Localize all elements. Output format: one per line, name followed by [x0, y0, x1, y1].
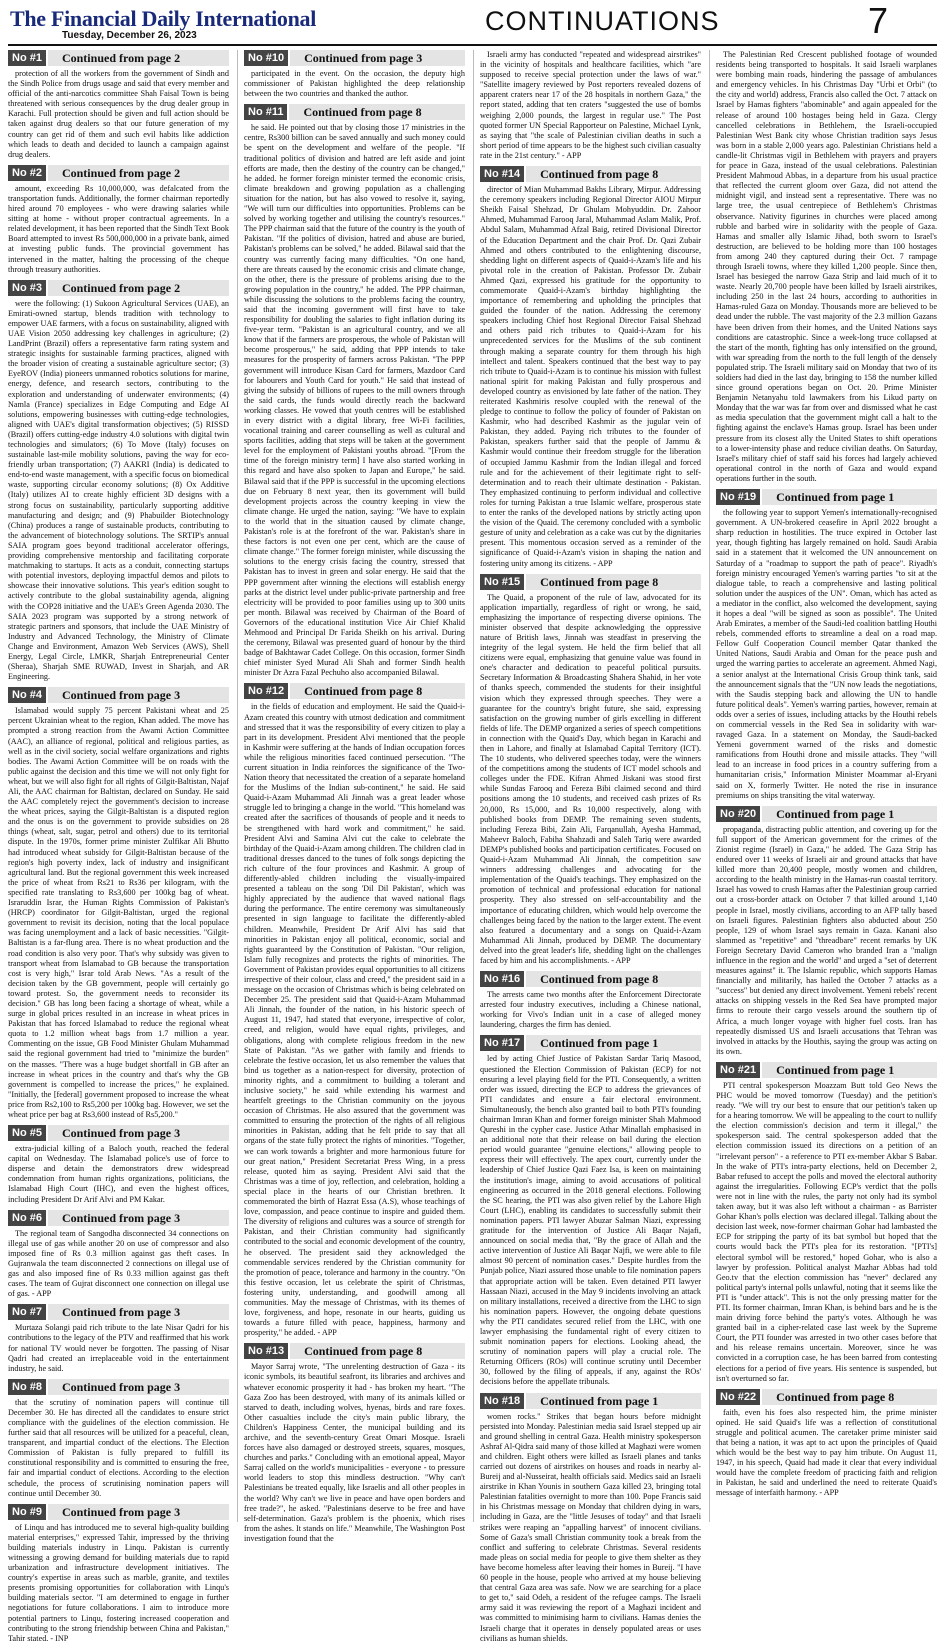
story-body — [480, 50, 701, 161]
continued-story — [244, 50, 465, 99]
story-header — [8, 1210, 229, 1226]
column-2 — [237, 50, 465, 1543]
story-header — [244, 104, 465, 120]
story-body — [716, 50, 937, 484]
story-number-badge: No #6 — [8, 1210, 46, 1226]
story-header — [480, 1393, 701, 1409]
continued-from-label: Continued from page 8 — [526, 166, 701, 182]
continued-from-label: Continued from page 8 — [289, 104, 465, 120]
continued-from-label: Continued from page 1 — [762, 1062, 937, 1078]
continued-story — [480, 50, 701, 161]
story-header — [8, 50, 229, 66]
continued-from-label: Continued from page 1 — [762, 806, 937, 822]
story-text: propaganda, distracting public attention, and covering up for the full support of the American government for the crimes of the Zionist regime (Israel) in Gaza," he added. The Gaza Strip has endured over 11 weeks of Israeli air and ground attacks that have killed more than 20,400 people, mostly women and children, according to the health ministry in the Hamas-run coastal territory. Israel has vowed to crush Hamas after the Palestinian group carried out a cross-border attack on October 7 that killed around 1,140 people in Israel, mostly civilians, according to an AFP tally based on Israeli figures. Palestinian fighters also abducted about 250 people, 129 of whom Israel says remain in Gaza. Kanani also slammed as "repetitive" and "threadbare" recent remarks by UK Foreign Secretary David Cameron who branded Iran a "malign influence in the region and the world" and urged a "set of deterrent measures against" it. The Islamic republic, which supports Hamas financially and militarily, has hailed the October 7 attacks as a "success" but denied any direct involvement. Yemeni rebels' recent attacks on shipping vessels in the Red Sea have prompted major firms to reroute their cargo vessels around the southern tip of Africa, a much longer voyage with higher fuel costs. Iran has repeatedly dismissed US and Israeli accusations that Tehran was involved in attacks by the Houthis, saying the group was acting on its own. — [716, 824, 937, 1056]
story-text: were the following: (1) Sukoon Agricultural Services (UAE), an Emirati-owned startup, blends tradition with technology to empower UAE farmers, with a focus on sustainability, aligned with UAE Vision 2050 addressing key challenges in agriculture; (2) LandPrint (Brazil) offers a representative farm rating system and strategic insights for sustainable farming practices, aligned with the broader vision of creating a sustainable agriculture sector; (3) EyeROV (India) pioneers unmanned robotics solutions for marine, energy, defence, and research sectors, contributing to the exploration and understanding of underwater environments; (4) Namla (France) specializes in Edge Computing and Edge AI solutions, empowering businesses with cutting-edge technologies, aligned with UAE's digital transformation objectives; (5) RISSD (Brazil) offers cutting-edge industry 4.0 solutions with digital twin technologies and simulators; (6) To Move (Italy) focuses on sustainable last-mile mobility solutions, paving the way for eco-friendly urban transportation; (7) AAKRI (India) is dedicated to end-to-end waste management, with a specific focus on biomedical waste, supporting circular economy solutions; (8) Ox Additive (Italy) utilizes AI to create highly efficient 3D designs with a strong focus on sustainability, particularly supporting additive manufacturing and design; and (9) Phabuilder Biotechnology (China) produces a range of sustainable products, contributing to the advancement of biotechnology solutions. The SRTIP's annual SAIA program goes beyond traditional accelerator offerings, providing comprehensive mentorship and facilitating corporate matchmaking to startups. It acts as a conduit, connecting startups with potential investors, deploying impactful demos and pilots to showcase their innovative solutions. This year's edition sought to actively contribute to the global sustainability agenda, aligning with the COP28 initiative and the UAE's Green Agenda 2030. The SAIA 2023 program was supported by a strong network of strategic partners and sponsors, that include the UAE Ministry of Industry and Advanced Technology, the Ministry of Climate Change and Environment, Amazon Web Services (AWS), Shell Energy, Legal Circle, LMKR, Sharjah Entrepreneurial Center (Sheraa), Sharjah SME RUWAD, Invest in Sharjah, and AR Engineering. — [8, 298, 229, 682]
story-body — [8, 1323, 229, 1373]
story-text: amount, exceeding Rs 10,000,000, was defalcated from the transportation funds. Additionally, the former chairman reportedly hired around 70 employees - who were drawing salaries while sitting at home - without proper contractual agreements. In a related development, it has been reported that the Sindh Text Book Board attempted to invest Rs 500,000,000 in a private bank, aimed at investing public funds. The provincial government has intervened in the matter, halting the processing of the cheque through treasury authorities. — [8, 183, 229, 274]
continued-story — [716, 489, 937, 801]
continued-from-label: Continued from page 1 — [526, 1035, 701, 1051]
story-text: Israeli army has conducted "repeated and widespread airstrikes" in the vicinity of hospitals and healthcare facilities, which "are supposed to receive special protection under the laws of war." "Satellite imagery reviewed by Post reporters revealed dozens of apparent craters near 17 of the 28 hospitals in northern Gaza," the report stated, adding that ten craters "suggested the use of bombs weighing 2,000 pounds, the largest in regular use." The Post quoted former UN Special Rapporteur on Palestine, Michael Lynk, as saying that "the scale of Palestinian civilian deaths in such a short period of time appears to be the highest such civilian casualty rate in the 21st century." - APP — [480, 50, 701, 160]
continued-story — [480, 1035, 701, 1387]
story-body — [716, 825, 937, 1057]
story-header — [244, 50, 465, 66]
story-text: Islamabad would supply 75 percent Pakistani wheat and 25 percent Ukrainian wheat to the region, Khan added. The move has prompted a strong reaction from the Awami Action Committee (AAC), an alliance of regional, political and religious parties, as well as in the civil society, social welfare organizations and rights bodies. The Awami Action Committee will be on roads with the public against the decision and this time we will not only fight for wheat, but we will also fight for all rights of Gilgit-Baltistan, Najaf Ali, the AAC chairman for Baltistan, declared on Sunday. He said the AAC completely reject the government's decision to increase the wheat prices, saying the Gilgit-Baltistan is a disputed region and the onus is on the government to provide subsidies on 28 things (wheat, salt, sugar, petrol and others) due to its territorial dispute. In the 1970s, former prime minister Zulfikar Ali Bhutto had introduced wheat subsidy for Gilgit-Baltistan because of the region's high poverty index, lack of industry and insignificant agricultural land. But the regional government this week increased the price of wheat from Rs21 to Rs36 per kilogram, with the specified rate translating to Rs3,600 per 100kg bag of wheat. Israruddin Israr, the Human Rights Commission of Pakistan's (HRCP) coordinator for Gilgit-Baltistan, urged the regional government to revisit its decision, noting that the local populace was facing unemployment and a lack of basic necessities. "Gilgit-Baltistan is a far-flung area. There is no wheat production and the road condition is also very poor. That's why subsidy was given to transport wheat from Islamabad to GB because the transportation cost is very high," Israr told Arab News. "As a result of the decision taken by the GB government, people will certainly go toward protest. So, the government needs to reconsider its decision." GB has long been facing a shortage of wheat, while a surge in global prices resulted in an increase in wheat prices in Pakistan that has forced Islamabad to reduce the regional wheat quota to 1.2 million wheat bags from 1.7 million a year. Commenting on the issue, GB Food Minister Ghulam Muhammad said the regional government had tried to "minimize the burden" on the masses. "There was a huge budget shortfall in GB after an increase in wheat prices in the country and that's why the GB government is compelled to increase the prices," he explained. "Initially, the [federal] government proposed to increase the wheat price from Rs2,100 to Rs5,200 per 100kg bag. However, we set the wheat price per bag at Rs3,600 instead of Rs5,200." — [8, 706, 229, 1119]
story-text: led by acting Chief Justice of Pakistan Sardar Tariq Masood, questioned the Election Commission of Pakistan (ECP) for not ensuring a level playing field for the PTI. Consequently, a written order was issued, directing the ECP to address the grievances of PTI candidates and ensure a fair electoral environment. Simultaneously, the bench also granted bail to both PTI's founding chairman Imran Khan and former foreign minister Shah Mahmood Qureshi in the cypher case. Justice Athar Minallah emphasised in an additional note that their release on bail during the election period would guarantee "genuine elections," allowing people to express their will effectively. The apex court, currently under the leadership of Chief Justice Qazi Faez Isa, is keen on maintaining the institution's image, aiming to avoid accusations of political engineering as occurred in the 2018 general elections. Following the SC hearing, the PTI was also given relief by the Lahore High Court (LHC), enabling its candidates to successfully submit their nomination papers. PTI lawyer Abuzar Salman Niazi, expressing gratitude for the intervention of Justice Ali Baqar Najafi, announced on social media that, "By the grace of Allah and the active intervention of Justice Ali Baqar Najfi, we were able to file almost 90 percent of nomination cases." Despite hurdles from the Punjab police, Niazi assured those unable to file nomination papers that appropriate action will be taken. Even detained PTI lawyer Hassaan Niazi, accused in the May 9 incidents involving an attack on military installations, received a directive from the LHC to sign his nomination papers. However, the ongoing debate questions why the PTI candidates secured relief from the LHC, with one lawyer emphasising the fundamental right of every citizen to submit nomination papers for elections. Looking ahead, the scrutiny of nomination papers will play a crucial role. The Returning Officers (ROs) will continue scrutiny until December 30, followed by the filing of appeals, if any, against the ROs' decisions before the appellate tribunals. — [480, 1054, 701, 1387]
story-number-badge: No #18 — [480, 1393, 524, 1409]
story-header — [244, 683, 465, 699]
continued-from-label: Continued from page 3 — [48, 1379, 229, 1395]
story-text: extra-judicial killing of a Baloch youth, reached the federal capital on Wednesday. The Islamabad police's use of force to disperse and detain the demonstrators drew widespread condemnation from human rights organizations, politicians, the Islamabad High Court (IHC), and even the highest offices, including President Dr Arif Alvi and PM Kakar. — [8, 1144, 229, 1204]
story-body — [244, 1362, 465, 1544]
story-body — [8, 1523, 229, 1644]
continued-from-label: Continued from page 3 — [48, 1125, 229, 1141]
story-body — [8, 299, 229, 683]
story-text: director of Mian Muhammad Bakhs Library, Mirpur. Addressing the ceremony speakers including Regional Director AIOU Mirpur Sheikh Faisal Shehzad, Dr Ghulam Mohyuddin. Dr. Zahoor Ahmed, Muhammad Farooq Jaral, Muhammad Aslam Malik, Prof. Abdul Salam, Muhammad Afzal Baig, retired Divisional Director of the Education Department and the chair Prof. Dr. Qazi Zubair Ahmed and others contributed to the enlightening discourse, shedding light on different aspects of Quaid-i-Azam's life and his pivotal role in the creation of Pakistan. Professor Dr. Zubair Ahmed Qazi, expressed his gratitude for the opportunity to commemorate Quaid-i-Azam's birthday highlighting the importance of remembering and upholding the principles that guided the founder of the nation. Addressing the ceremony speakers including Chief host Regional Director Faisal Shehzad and others paid rich tributes to Quaid-i-Azam for his unprecedented services for the Muslims of the sub continent through making a separate country for them through his high intellect and talent. Speakers continued that the best way to pay rich tribute to Quaid-i-Azam is to continue his mission with fullest national spirit for making Pakistan and fully prosperous and developed country as envisioned by late father of the nation. They reiterated Kashmiris resolve coupled with the renewal of the pledge to continue to follow the policy of founder of Pakistan on Kashmir, who had described Kashmir as the jugular vein of Pakistan, they added. Paying rich tributes to the founder of Pakistan, speakers further said that the people of Jammu & Kashmir would continue their freedom struggle for the liberation of occupied Jammu Kashmir from the Indian illegal and forced rule and for the achievement of their legitimate right to self-determination and to reach their ultimate destination - Pakistan. They emphasized continuing to perform individual and collective roles for turning Pakistan a true Islamic welfare, prosperous state to enter the ranks of the developed nations by strictly acting upon the vision of the Quaid. The ceremony concluded with a symbolic gesture of unity and celebration as a cake was cut by the dignitaries present. This momentous occasion served as a reminder of the significance of Quaid-i-Azam's vision in shaping the nation and fostering unity among its citizens. - APP — [480, 185, 701, 568]
continued-story — [244, 683, 465, 1338]
story-text: women rocks." Strikes that began hours before midnight persisted into Monday. Palestinian media said Israel stepped up air and ground shelling in central Gaza. Health ministry spokesperson Ashraf Al-Qidra said many of those killed at Maghazi were women and children. Eight others were killed as Israeli planes and tanks carried out dozens of airstrikes on houses and roads in nearby al-Bureij and al-Nusseirat, health officials said. Medics said an Israeli airstrike in Khan Younis in southern Gaza killed 23, bringing total Palestinian fatalities overnight to more than 100. Pope Francis said in his Christmas message on Monday that children dying in wars, including in Gaza, are the "little Jesuses of today" and that Israeli strikes were reaping an "appalling harvest" of innocent civilians. Some of Gaza's small Christian community took a break from the conflict and suffering to celebrate Christmas. Several residents made pleas on social media for people to give them shelter as they have become homeless after leaving their homes in Bureij. "I have 60 people in the house, people who arrived at my house believing that central Gaza area was safe. Now we are searching for a place to get to," said Odeh, a resident of the refugee camps. The Israeli army said it was reviewing the report of a Maghazi incident and was committed to minimising harm to civilians. Hamas denies the Israeli charge that it operates in densely populated areas or uses civilians as human shields. — [480, 1411, 701, 1643]
continued-story — [8, 1504, 229, 1644]
story-number-badge: No #16 — [480, 971, 524, 987]
continued-from-label: Continued from page 8 — [290, 1343, 465, 1359]
story-body — [8, 1229, 229, 1300]
story-header — [480, 971, 701, 987]
continued-from-label: Continued from page 2 — [48, 280, 229, 296]
story-text: in the fields of education and employment. He said the Quaid-i-Azam created this country with utmost dedication and commitment and stressed that it was the responsibility of every citizen to play a part in its development. President Alvi mentioned that the people in Kashmir were suffering at the hands of Indian occupation forces while the religious minorities faced continued persecution. "The current situation in India reinforces the significance of the Two-Nation theory that necessitated the creation of a separate homeland for the Muslims of the Indian sub-continent," he said. He said Quaid-i-Azam Muhammad Ali Jinnah was a great leader whose struggle led to bringing a change in the world. "This homeland was created after the sacrifices of thousands of people and it needs to be strengthened with hard work and commitment," he said. President Alvi and Samina Alvi cut the cake to celebrate the birthday of the Quaid-i-Azam among children. The children clad in traditional dresses danced to the tunes of folk songs depicting the rich culture of the four provinces and Kashmir. A group of differently-abled children including the visually-impaired presented a tableau on the song 'Dil Dil Pakistan', which was highly appreciated by the audience that waved national flags during the performance. The entire ceremony was simultaneously presented in sign language to facilitate the differently-abled children. Meanwhile, President Dr Arif Alvi has said that minorities in Pakistan enjoy all political, economic, social and rights guaranteed by the Constitution of Pakistan. "Our religion, Islam fully recognizes and protects the rights of minorities. The Government of Pakistan provides equal opportunities to all citizens irrespective of their colour, class and creed," the president said in a message on the occasion of Christmas which is being celebrated on December 25. The president said that Quaid-i-Azam Muhammad Ali Jinnah, the founder of the nation, in his historic speech of August 11, 1947, had stated that everyone, irrespective of color, creed, and religion, would have equal rights, privileges, and obligations, along with complete religious freedom in the new State of Pakistan. "As we gather with family and friends to celebrate the festive occasion, let us also remember the values that bind us together as a nation-respect for diversity, protection of minority rights, and a commitment to building a tolerant and inclusive society," he said while extending his warmest and heartfelt greetings to the Christian community on the joyous occasion of Christmas. He also assured that the government was committed to ensuring the protection of the rights of all religious minorities in Pakistan, adding that he felt pride to say that all organs of the state fully protect the rights of minorities. "Together, we can work towards a brighter and more harmonious future for our great nation," President Secretariat Press Wing, in a press release, quoted him as saying. President Alvi said that the Christmas was a time of joy, reflection, and celebration, holding a special place in the hearts of our Christian brethren. It commemorated the birth of Hazrat Essa (A.S), whose teachings of love, compassion, and peace continue to inspire and guided them. The diversity of religions and cultures was a source of strength for Pakistan, and their Christian community had significantly contributed to the social and economic development of the country, he observed. The president said they acknowledged the commendable services rendered by the Christian community for the promotion of peace, tolerance and harmony in the country. "On this festive occasion, let us celebrate the spirit of Christmas, fostering unity, understanding, and goodwill among all communities. May the message of Christmas, with its themes of love, forgiveness, and hope, resonate in our hearts, guiding us towards a future filled with peace, happiness, harmony and prosperity," he added. - APP — [244, 702, 465, 1338]
story-number-badge: No #15 — [480, 574, 524, 590]
story-header — [8, 280, 229, 296]
story-number-badge: No #3 — [8, 280, 46, 296]
story-header — [8, 1125, 229, 1141]
continued-from-label: Continued from page 3 — [48, 1210, 229, 1226]
story-header — [8, 165, 229, 181]
column-4 — [709, 50, 937, 1522]
story-body — [244, 702, 465, 1338]
story-number-badge: No #9 — [8, 1504, 46, 1520]
story-text: the following year to support Yemen's internationally-recognised government. A UN-brokered ceasefire in April 2022 brought a sharp reduction in hostilities. The truce expired in October last year, though fighting has largely remained on hold. Saudi Arabia said in a statement that it welcomed the UN announcement on Saturday of a "roadmap to support the path of peace". Riyadh's foreign ministry encouraged Yemen's warring parties "to sit at the dialogue table, to reach a comprehensive and lasting political solution under the auspices of the UN". Oman, which has acted as a mediator in the conflict, also welcomed the development, saying it hopes a deal "will be signed as soon as possible". The United Arab Emirates, a member of the Saudi-led coalition battling Houthi rebels, commended efforts to streamline a deal on a road map. Fellow Gulf Cooperation Council member Qatar thanked the United Nations, Saudi Arabia and Oman for the peace push and urged the warring parties to accelerate an agreement. Ahmed Nagi, a senior analyst at the International Crisis Group think tank, said the announcement signals that the "UN now leads the negotiations, with the Saudis stepping back and allowing the UN to handle future political deals". Yemen's warring parties, however, remain at odds over a series of issues, including attacks by the Houthi rebels on commercial vessels in the Red Sea in solidarity with war-ravaged Gaza. In a statement on Monday, the Saudi-backed Yemeni government warned of the risks and domestic ramifications from Houthi drone and missile attacks. They "will lead to an increase in food prices in a country suffering from a humanitarian crisis," Information Minister Moammar al-Eryani said on X, formerly Twitter. He noted the rise in insurance premiums on ships transiting the vital waterway. — [716, 508, 938, 800]
story-header — [480, 574, 701, 590]
story-body — [244, 123, 465, 678]
continued-story — [8, 1125, 229, 1205]
story-text: The regional team of Sangodha disconnected 34 connections on illegal use of gas while another 20 on use of compressor and also imposed fine of Rs 0.3 million against gas theft cases. In Gujranwala the team disconnected 2 connections on illegal use of gas and also imposed fine of Rs 0.33 million against gas theft cases. The team of Gujrat disconnect one connection on illegal use of gas. - APP — [8, 1228, 229, 1299]
story-body — [480, 1054, 701, 1387]
continued-story — [244, 1343, 465, 1544]
masthead-rule — [8, 44, 937, 46]
story-number-badge: No #17 — [480, 1035, 524, 1051]
continued-from-label: Continued from page 8 — [290, 683, 465, 699]
story-number-badge: No #10 — [244, 50, 288, 66]
story-text: Mayor Sarraj wrote, "The unrelenting destruction of Gaza - its iconic symbols, its beautiful seafront, its libraries and archives and whatever economic prosperity it had - has broken my heart. "The Gaza Zoo has been destroyed, with many of its animals killed or starved to death, including wolves, hyenas, birds and rare foxes. Other casualties include the city's main public library, the Children's Happiness Center, the municipal building and its archive, and the seventh-century Great Omari Mosque. Israeli forces have also damaged or destroyed streets, squares, mosques, churches and parks." Concluding with an emotional appeal, Mayor Sarraj called on the world's municipalities - everyone - to pressure world leaders to stop this mindless destruction. "Why can't Palestinians be treated equally, like Israelis and all other peoples in the world? Why can't we live in peace and have open borders and free trade?", he asked. "Palestinians deserve to be free and have self-determination. Gaza's problem is the phoenix, which rises from the ashes. It stands on life." Meanwhile, The Washington Post investigation found that the — [244, 1362, 465, 1543]
story-number-badge: No #22 — [716, 1389, 760, 1405]
continued-story — [480, 1393, 701, 1644]
story-header — [244, 1343, 465, 1359]
publication-date: Tuesday, December 26, 2023 — [62, 30, 197, 41]
masthead — [0, 0, 945, 48]
story-body — [480, 185, 701, 569]
story-number-badge: No #11 — [244, 104, 287, 120]
continued-from-label: Continued from page 8 — [526, 574, 701, 590]
story-header — [716, 1389, 937, 1405]
continued-story — [480, 574, 701, 966]
story-body — [8, 706, 229, 1120]
continued-from-label: Continued from page 3 — [48, 1304, 229, 1320]
story-number-badge: No #14 — [480, 166, 524, 182]
story-text: Murtaza Solangi paid rich tribute to the late Nisar Qadri for his contributions to the legacy of the PTV and reaffirmed that his work for national TV would never be forgotten. The passing of Nisar Qadri had created an irreplaceable void in the entertainment industry, he said. — [8, 1323, 229, 1373]
continued-story — [716, 1389, 937, 1499]
story-body — [716, 508, 937, 801]
column-1 — [8, 50, 229, 1643]
story-number-badge: No #8 — [8, 1379, 46, 1395]
story-body — [8, 1144, 229, 1205]
story-number-badge: No #4 — [8, 687, 46, 703]
story-header — [480, 1035, 701, 1051]
continued-from-label: Continued from page 3 — [48, 687, 229, 703]
story-body — [244, 69, 465, 99]
story-header — [8, 1304, 229, 1320]
story-header — [716, 806, 937, 822]
story-body — [480, 990, 701, 1030]
story-number-badge: No #21 — [716, 1062, 760, 1078]
story-header — [480, 166, 701, 182]
continued-story — [8, 1379, 229, 1499]
continued-from-label: Continued from page 8 — [526, 971, 701, 987]
continued-story — [8, 687, 229, 1120]
continued-from-label: Continued from page 3 — [48, 1504, 229, 1520]
story-body — [8, 184, 229, 275]
article-columns — [8, 50, 938, 1643]
story-number-badge: No #2 — [8, 165, 46, 181]
continued-story — [8, 50, 229, 160]
column-3 — [473, 50, 701, 1643]
story-number-badge: No #19 — [716, 489, 760, 505]
story-body — [8, 1398, 229, 1499]
continued-story — [8, 280, 229, 683]
story-text: The Palestinian Red Crescent published footage of wounded residents being transported to hospitals. It said Israeli warplanes were bombing main roads, hindering the passage of ambulances and emergency vehicles. In his Christmas Day "Urbi et Orbi" (to the city and world) address, Francis also called the Oct. 7 attack on Israel by Hamas fighters "abominable" and again appealed for the release of around 100 hostages being held in Gaza. Clergy cancelled celebrations in Bethlehem, the Israeli-occupied Palestinian West Bank city whose Christian tradition says Jesus was born in a stable 2,000 years ago. Palestinian Christians held a candle-lit Christmas vigil in Bethlehem with prayers and prayers for peace in Gaza, instead of the usual celebrations. Palestinian President Mahmoud Abbas, in a departure from his usual practice that reflected the current gloom over Gaza, did not attend the midnight vigil, and instead sent a representative. There was no large tree, the usual centrepiece of Bethlehem's Christmas observance. Nativity figurines in churches were placed among rubble and barbed wire in solidarity with the people of Gaza. Hamas and smaller ally Islamic Jihad, both sworn to Israel's destruction, are believed to be holding more than 100 hostages from among 240 they captured during their Oct. 7 rampage through Israeli towns, where they killed 1,200 people. Since then, Israel has besieged the narrow Gaza Strip and laid much of it to waste. Nearly 20,700 people have been killed by Israeli airstrikes, including 250 in the last 24 hours, according to authorities in Hamas-ruled Gaza on Monday. Thousands more are believed to be dead under the rubble. The vast majority of the 2.3 million Gazans have been driven from their homes, and the United Nations says conditions are catastrophic. Since a week-long truce collapsed at the start of the month, fighting has only intensified on the ground, with war spreading from the north to the full length of the densely populated strip. The Israeli military said on Monday that two of its soldiers had died in the last day, bringing to 158 the number killed since ground operations began on Oct. 20. Prime Minister Benjamin Netanyahu told lawmakers from his Likud party on Monday that the war was far from over and dismissed what he cast as media speculation that the government might call a halt to the fighting against the enclave's Hamas group. Israel has been under pressure from its closest ally the United States to shift operations to a lower-intensity phase and reduce civilian deaths. On Saturday, Israel's military chief of staff said his forces had largely achieved operational control in the north of Gaza and would expand operations further in the south. — [716, 50, 937, 483]
story-text: participated in the event. On the occasion, the deputy high commissioner of Pakistan highlighted the deep relationship between the two countries and thanked the author. — [244, 69, 465, 99]
continued-story — [244, 104, 465, 678]
story-number-badge: No #12 — [244, 683, 288, 699]
story-header — [8, 687, 229, 703]
story-body — [480, 593, 701, 966]
story-text: PTI central spokesperson Moazzam Butt told Geo News the PHC would be moved tomorrow (Tuesday) and the petition's ready. "We will try our best to ensure that our petition's taken up for a hearing tomorrow. We will be appealing to the court to nullify the election commission's decision and term it illegal," the spokesperson said. The central spokesperson added that the election commission issued its directions on a petition of an "irrelevant person" - a reference to PTI ex-member Akbar S Babar. In the wake of PTI's intra-party elections, held on December 2, Babar refused to accept the polls and moved the electoral authority against the irregularities. Following ECP's verdict that the polls were not in line with the rules, the party not only had its symbol taken away, but it was also left without a chairman - as Barrister Gohar Khan's polls election was declared illegal. Talking about the decision last week, now-former chairman Gohar had lambasted the ECP for stripping the party of its bat symbol but hoped that the courts would back the PTI's plea for its restoration. "[PTI's] electoral symbol will be restored," hoped Gohar, who is also a lawyer by profession. Political analyst Mazhar Abbas had told Geo.tv that the election commission has "never" declared any political party's internal polls unlawful, noting that it seems like the PTI is "under attack". This is not the only pressing matter for the PTI. Its former chairman, Imran Khan, is behind bars and he is the main driving force behind the party's votes. Although he was granted bail in a cipher-related case last week by the Supreme Court, the PTI founder was arrested in two other cases before that and his release remains uncertain. Moreover, since he was convicted in a corruption case, he has been barred from contesting elections for a period of five years. His sentence is suspended, but isn't overturned so far. — [716, 1080, 937, 1383]
story-body — [716, 1081, 937, 1384]
story-number-badge: No #20 — [716, 806, 760, 822]
story-header — [716, 489, 937, 505]
story-number-badge: No #13 — [244, 1343, 288, 1359]
story-header — [716, 1062, 937, 1078]
story-body — [8, 69, 229, 160]
continued-story — [8, 165, 229, 275]
continued-from-label: Continued from page 8 — [762, 1389, 937, 1405]
story-header — [8, 1379, 229, 1395]
continued-story — [480, 971, 701, 1030]
story-body — [716, 1408, 937, 1499]
story-text: that the scrutiny of nomination papers will continue till December 30. He has directed all the candidates to ensure strict compliance with the guidelines of the election commission. He further said that all resources will be utilized for a peaceful, clean, transparent, and impartial conduct of the elections. The Election Commission of Pakistan is fully prepared to fulfill its constitutional responsibility and is committed to ensuring the free, fair and impartial conduct of elections. According to the election schedule, the process of scrutinising nomination papers will continue until December 30. — [8, 1397, 229, 1498]
story-text: The arrests came two months after the Enforcement Directorate arrested four industry executives, including a Chinese national, working for Vivo's Indian unit in a case of alleged money laundering, charges the firm has denied. — [480, 990, 701, 1030]
continued-story — [716, 806, 937, 1057]
story-text: protection of all the workers from the government of Sindh and the Sindh Police from drugs usage and said that every member and official of the anti-narcotics committee Shah Faisal Town is being threatened with serious consequences by the drug dealer group in Karachi. Full protection should be given and full action should be taken against drug dealers so that our future generation of my country can get rid of them and such evil habits like addiction which leads to death and decided to launch a campaign against drug dealers. — [8, 69, 229, 159]
story-number-badge: No #5 — [8, 1125, 46, 1141]
section-title: CONTINUATIONS — [485, 6, 720, 36]
story-text: he said. He pointed out that by closing those 17 ministries in the centre, Rs300 billion can be saved annually and such money could be spent on the development and welfare of the people. "If traditional politics of division and hatred are left aside and joint efforts are made, then the destiny of the country can be changed," he added. he former foreign minister termed the economic crisis, climate breakdown and growing population as a challenging situation for the nation, but has also vowed to resolve it, saying, "We will turn our difficulties into opportunities. Problems can be solved by working together and utilising the country's resources." The PPP chairman said that the future of the country is the youth of Pakistan. "If the politics of division, hatred and abuse are buried, Pakistan's problems can be solved," he added. Bilawal said that the country was currently facing many difficulties. "On one hand, there are threats caused by the economic crisis and climate change, on the other, there is the pressure of problems arising due to the growing population in the country," he added. The PPP chairman, while discussing the solutions to the problems facing the country, said that the incoming government will first have to take responsibility for doubling the salaries to fight inflation during its five-year term. "Pakistan is an agricultural country, and we all know that if the farmers are prosperous, the whole of Pakistan will become prosperous," he said, adding that PPP intends to take measures for the prosperity of farmers across Pakistan. "The PPP government will introduce Kisan Card for farmers, Mazdoor Card for labourers and Youth Card for youth." He said that instead of giving the subsidy of billions of rupees to the mill owners through the said cards, the funds would directly reach the backward working classes. He vowed that youth centres will be established in every district with a digital library, free Wi-Fi facilities, vocational training and career counselling as well as cultural and sports facilities, adding that steps will be taken at the government level for the employment of Pakistani youths abroad. "[From the time of the foreign ministry term] I have also started working in this regard and have also spoken to Japan and Europe," he said. Bilawal said that if the PPP is successful in the upcoming elections due on February 8 next year, then its government will build development projects across the country keeping in view the climate change. He urged the nation, saying: "We have to explain to the world that in the situation caused by climate change, Pakistan's role is at the forefront of the war. Pakistan's share in these factors is not even one per cent, which are the cause of climate change." The former foreign minister, while discussing the solutions to the energy crisis facing the country, stressed that Pakistan has to invest in green and solar energy. He said that the PPP government after winning the elections will establish energy parks at the district level under public-private partnership and free electricity will be provided to poor families using up to 300 units per month. Bilawal was received by Chairman of the Board of Governors of the educational institution Vice Air Chief Khalid Mehmood and Principal Dr Farida Sheikh on his arrival. During the ceremony, Bilawal was presented guard of honour by the third badge of Bakhtawar Cadet College. On this occasion, former Sindh chief minister Syed Murad Ali Shah and former Sindh health minister Dr Azra Fazal Pechuho also accompanied Bilawal. — [244, 123, 465, 678]
continued-from-label: Continued from page 1 — [762, 489, 937, 505]
continued-story — [480, 166, 701, 569]
continued-from-label: Continued from page 3 — [290, 50, 465, 66]
continued-story — [8, 1304, 229, 1373]
story-text: faith, even his foes also respected him, the prime minister opined. He said Quaid's life was a reflection of constitutional struggle and political acumen. The caretaker prime minister said that being a nation, it was apt to act upon the principles of Quaid which would be the best way to pay him tribute. On August 11, 1947, in his speech, Quaid had made it clear that every individual would have the complete freedom of practicing faith and religion in Pakistan, he said and underlined the need to reiterate Quaid's message of interfaith harmony. - APP — [716, 1407, 937, 1498]
story-header — [8, 1504, 229, 1520]
continued-from-label: Continued from page 2 — [48, 50, 229, 66]
paper-name: The Financial Daily International — [10, 6, 317, 31]
story-text: of Linqu and has introduced me to several high-quality building material enterprises," expressed Tahir, impressed by the thriving building materials industry in Linqu. Pakistan is currently witnessing a growing demand for building materials due to rapid urbanization and infrastructure development initiatives. The country's expertise in areas such as marble, granite, and textiles presents promising opportunities for collaboration with Linqu's building materials sector. "I am determined to engage in further negotiations for future collaborations. I aim to introduce more potential partners to Linqu, fostering increased cooperation and contributing to the strong friendship between China and Pakistan," Tahir stated. - INP — [8, 1522, 229, 1643]
continued-story — [716, 1062, 937, 1384]
continued-story — [8, 1210, 229, 1300]
continued-from-label: Continued from page 1 — [526, 1393, 701, 1409]
page-number: 7 — [868, 0, 889, 41]
story-number-badge: No #7 — [8, 1304, 46, 1320]
story-body — [480, 1412, 701, 1644]
continued-story — [716, 50, 937, 484]
continued-from-label: Continued from page 2 — [48, 165, 229, 181]
story-number-badge: No #1 — [8, 50, 46, 66]
story-text: The Quaid, a proponent of the rule of law, advocated for its application impartially, regardless of right or wrong, he said, emphasizing the importance of respecting diverse opinions. The minister observed that despite acknowledging the oppressive nature of British laws, Jinnah was steadfast in preserving the integrity of the legal system. He held the firm belief that all citizens were equal, emphasizing that genuine value was found in one's character and dedication to peaceful political pursuits. Secretary Information & Broadcasting Shahera Shahid, in her vote of thanks speech, commended the students for their insightful vision which they expressed through speeches. They were a guarantee for the country's bright future, she said, expressing satisfaction on the growing number of girls excelling in different fields of life. The DEMP organized a series of speech competitions in connection with the Quaid's Day, which began in Karachi and then in Lahore, and finally at Islamabad Capital Territory (ICT). The 10 students, who delivered speeches today, were the winners of the competitions among the students of ICT model schools and colleges under the FDE. Kifran Ahmed Jiskani was stood first while Sundas Farooq and Fereza Bibi claimed second and third positions among the 10 students, and received cash prizes of Rs 20,000, Rs 15,000, and Rs 10,000 respectively, along with published books from DEMP. The remaining seven students, including Fereza Bibi, Zain Ali, Farqanullah, Ayesha Hammad, Maheevr Baloch, Fabiha Shahzadi and Saleh Tariq were awarded DEMP's published books and participation certificates. Focused on Quaid-i-Azam Muhammad Ali Jinnah, the competition saw winners addressing challenges and advocating for the implementation of the Quaid's teachings. They emphasized on the promotion of technical and professional education for national prosperity. They also stressed on self-accountability and the importance of educating children, which would help overcome the challenges being faced by the nation to the larger extent. The event also featured a documentary and a songs on Quaid-i-Azam Muhammad Ali Jinnah, produced by DEMP. The documentary delved into the great leader's life, shedding light on the challenges faced by him and his accomplishments. - APP — [480, 592, 701, 965]
